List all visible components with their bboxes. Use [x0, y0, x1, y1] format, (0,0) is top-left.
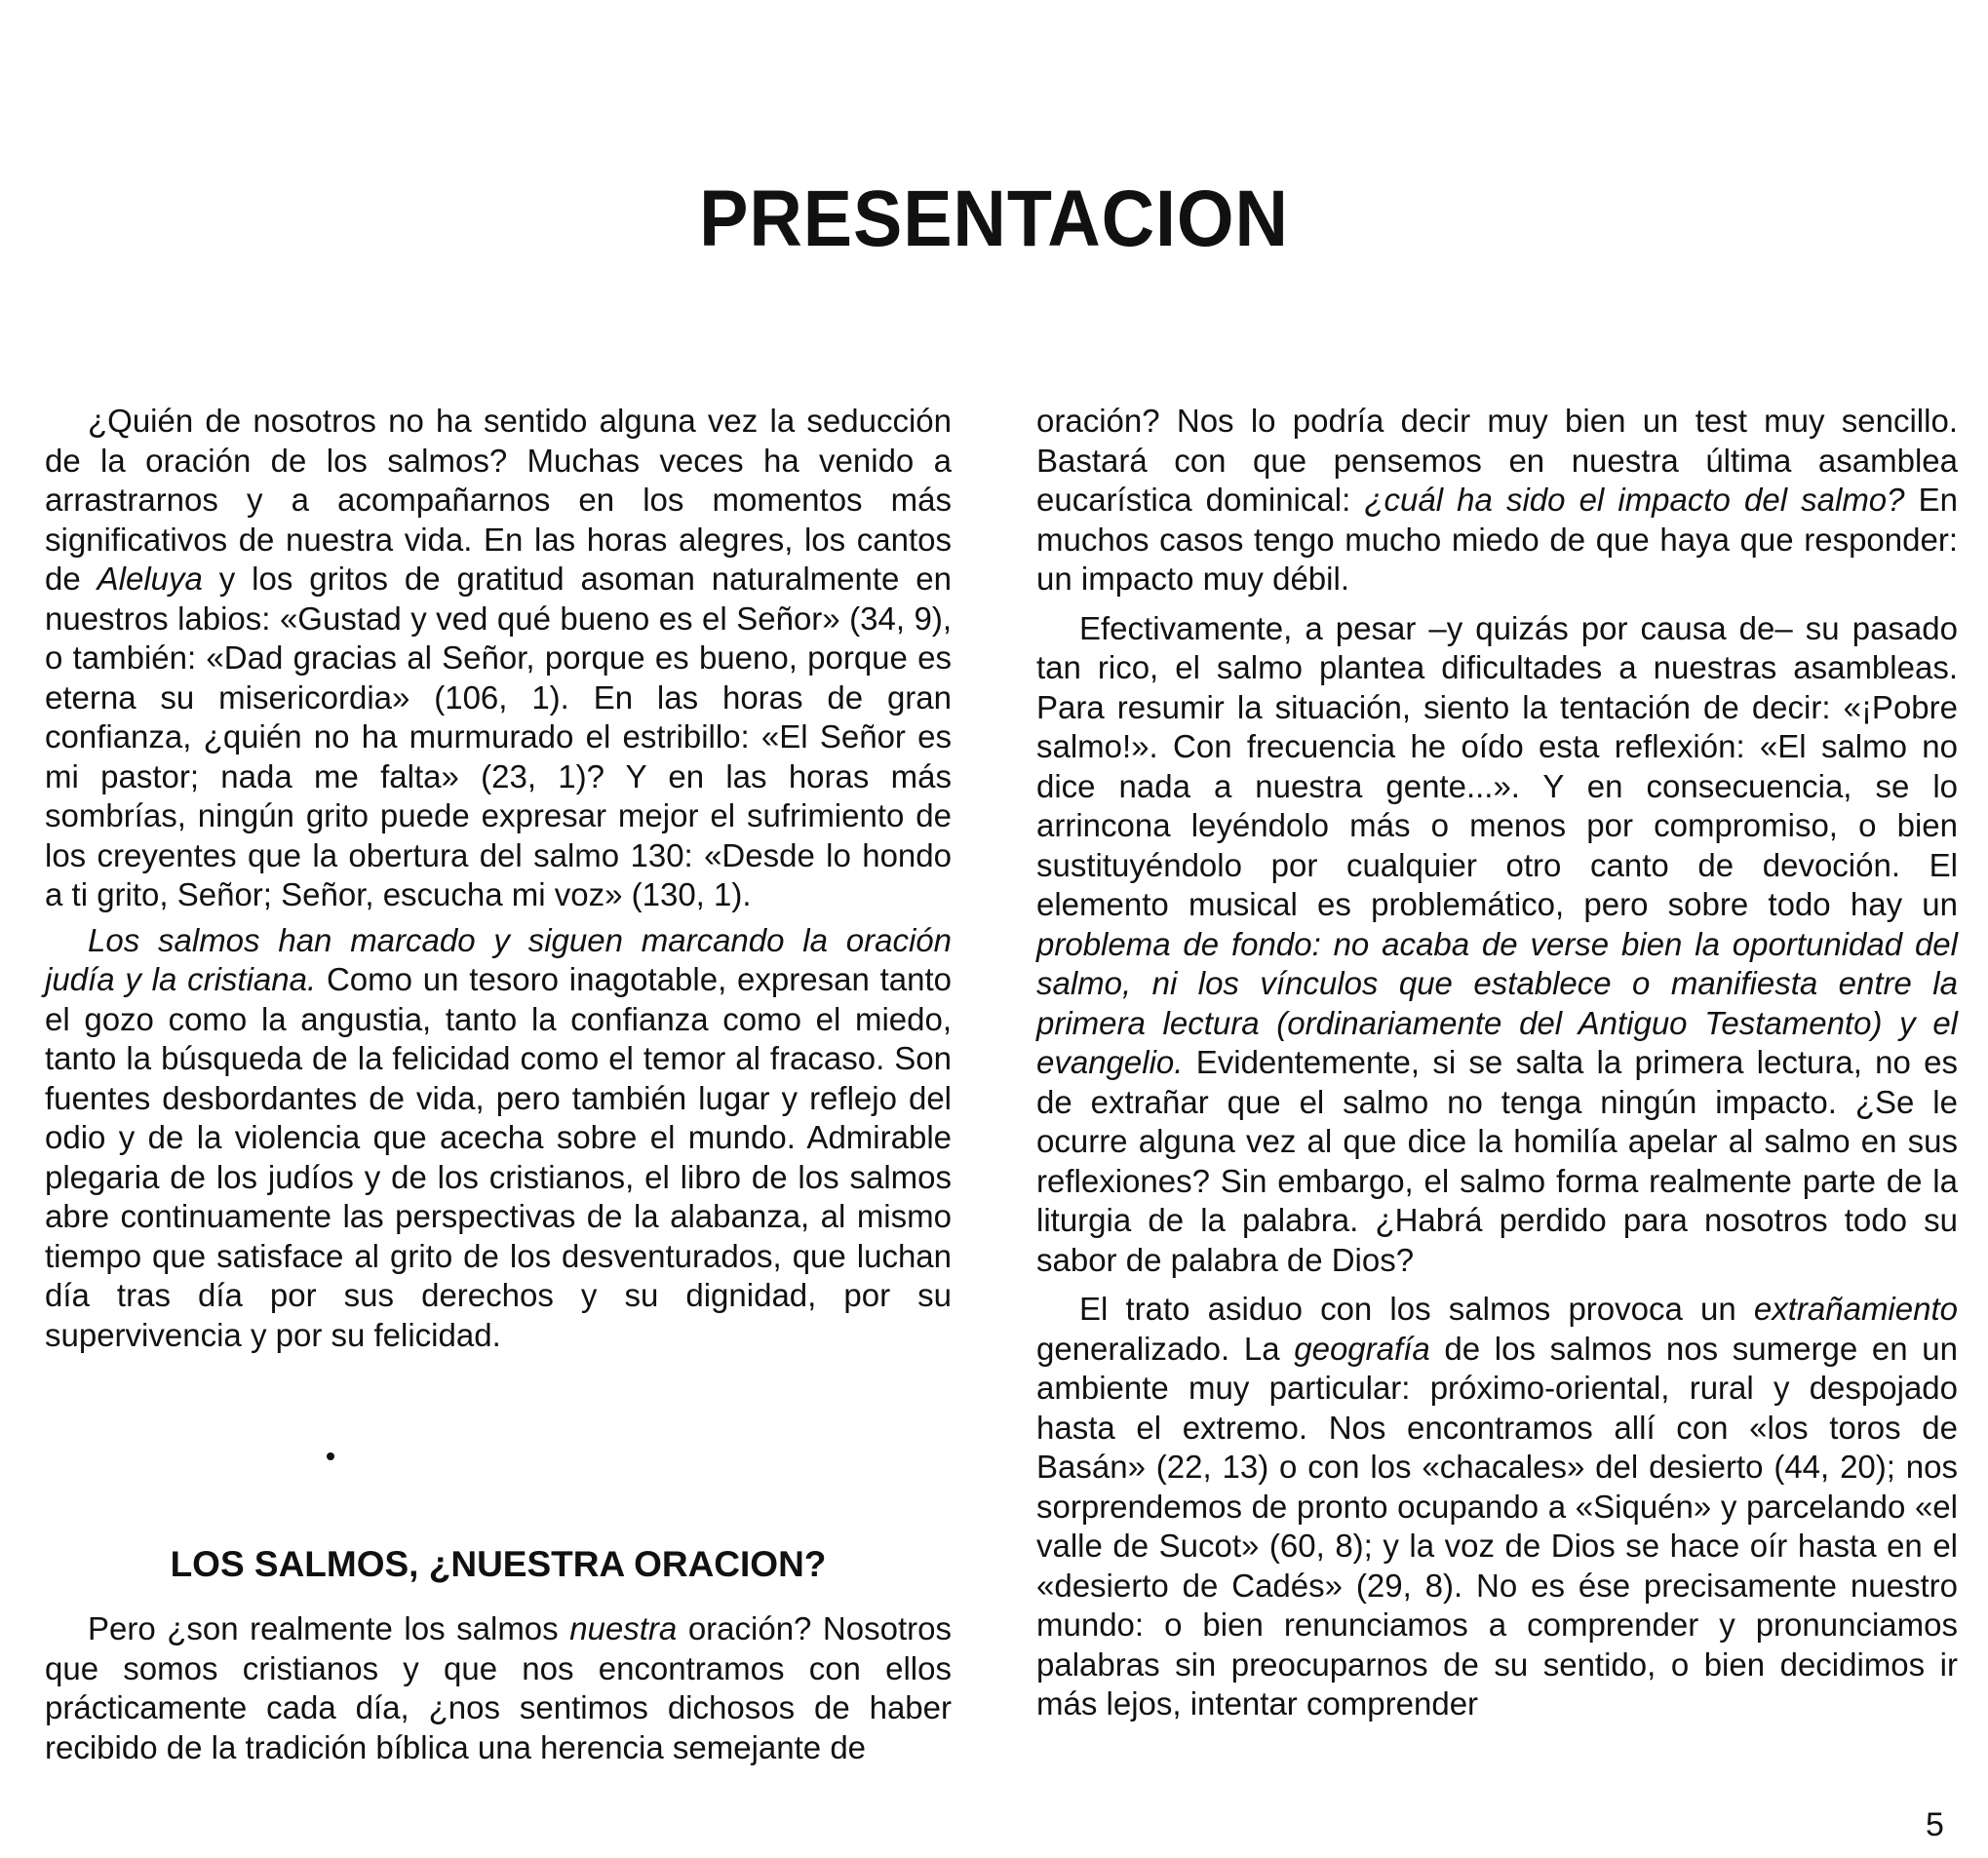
italic-text: Aleluya: [97, 561, 203, 597]
text-run: generalizado. La: [1036, 1330, 1295, 1367]
page-title: PRESENTACION: [699, 174, 1289, 263]
text-run: Como un tesoro inagotable, expresan tanto el gozo como la angustia, tanto la confianza como el miedo, tanto la búsqueda de la felicidad como el temor al fracaso. Son fuentes desbordantes de vida, pero también lugar y reflejo del odio y de la violencia que acecha sobre el mundo. Admirable plegaria de los judíos y de los cristianos, el libro de los salmos abre continuamente las perspectivas de la alabanza, al mismo tiempo que satisface al grito de los desventurados, que luchan día tras día por sus derechos y su dignidad, por su supervivencia y por su felicidad.: [45, 961, 952, 1353]
text-run: oración? Nos lo podría decir muy bien un test muy sencillo. Bastará con que pensemos en nuestra última asamblea eucarística dominical:: [1036, 403, 1958, 518]
paragraph: [45, 921, 952, 1356]
page-number: 5: [1926, 1806, 1944, 1843]
paragraph: [1036, 402, 1958, 600]
text-run: de los salmos nos sumerge en un ambiente muy particular: próximo-oriental, rural y despojado hasta el extremo. Nos encontramos allí con «los toros de Basán» (22, 13) o con los «chacales» del desierto (44, 20); nos sorprendemos de pronto ocupando a «Siquén» y parcelando «el valle de Sucot» (60, 8); y la voz de Dios se hace oír hasta en el «desierto de Cadés» (29, 8). No es ése precisamente nuestro mundo: o bien renunciamos a comprender y pronunciamos palabras sin preocuparnos de su sentido, o bien decidimos ir más lejos, intentar comprender: [1036, 1330, 1958, 1722]
italic-text: geografía: [1294, 1330, 1430, 1367]
paragraph: [45, 1609, 952, 1767]
section-heading: LOS SALMOS, ¿NUESTRA ORACION?: [170, 1544, 827, 1584]
italic-text: Los salmos han marcado y siguen marcando la oración judía y la cristiana.: [45, 921, 952, 997]
text-run: El trato asiduo con los salmos provoca un: [1079, 1291, 1754, 1327]
text-run: Efectivamente, a pesar –y quizás por causa de– su pasado tan rico, el salmo plantea dificultades a nuestras asambleas. Para resumir la situación, siento la tentación de decir: «¡Pobre salmo!». Con frecuencia he oído esta reflexión: «El salmo no dice nada a nuestra gente...». Y en consecuencia, se lo arrincona leyéndolo más o menos por compromiso, o bien sustituyéndolo por cualquier otro canto de devoción. El elemento musical es problemático, pero sobre todo hay un: [1036, 609, 1958, 922]
stray-dot-mark: [327, 1452, 334, 1460]
text-run: oración? Nosotros que somos cristianos y que nos encontramos con ellos prácticamente cada día, ¿nos sentimos dichosos de haber recibido de la tradición bíblica una herencia semejante de: [45, 1610, 952, 1765]
italic-text: extrañamiento: [1753, 1291, 1958, 1327]
left-column: [45, 402, 952, 1355]
italic-text: nuestra: [569, 1610, 678, 1646]
text-run: ¿Quién de nosotros no ha sentido alguna vez la seducción de la oración de los salmos? Muchas veces ha venido a arrastrarnos y a acompañarnos en los momentos más significativos de nuestra vida. En las horas alegres, los cantos de: [45, 403, 952, 597]
italic-text: ¿cuál ha sido el impacto del salmo?: [1364, 482, 1905, 518]
section-body: [45, 1609, 952, 1767]
italic-text: problema de fondo: no acaba de verse bien la oportunidad del salmo, ni los vínculos que establece o manifiesta entre la primera lectura (ordinariamente del Antiguo Testamento) y el evangelio.: [1036, 925, 1958, 1080]
text-run: Evidentemente, si se salta la primera lectura, no es de extrañar que el salmo no tenga ningún impacto. ¿Se le ocurre alguna vez al que dice la homilía apelar al salmo en sus reflexiones? Sin embargo, el salmo forma realmente parte de la liturgia de la palabra. ¿Habrá perdido para nosotros todo su sabor de palabra de Dios?: [1036, 1044, 1958, 1278]
text-run: En muchos casos tengo mucho miedo de que haya que responder: un impacto muy débil.: [1036, 482, 1958, 597]
text-run: Pero ¿son realmente los salmos: [88, 1610, 570, 1646]
paragraph: [1036, 1290, 1958, 1724]
paragraph: [1036, 609, 1958, 1281]
right-column: [1036, 402, 1958, 1724]
paragraph: [45, 402, 952, 915]
text-run: y los gritos de gratitud asoman naturalmente en nuestros labios: «Gustad y ved qué bueno es el Señor» (34, 9), o también: «Dad gracias al Señor, porque es bueno, porque es eterna su misericordia» (106, 1). En las horas de gran confianza, ¿quién no ha murmurado el estribillo: «El Señor es mi pastor; nada me falta» (23, 1)? Y en las horas más sombrías, ningún grito puede expresar mejor el sufrimiento de los creyentes que la obertura del salmo 130: «Desde lo hondo a ti grito, Señor; Señor, escucha mi voz» (130, 1).: [45, 561, 953, 912]
